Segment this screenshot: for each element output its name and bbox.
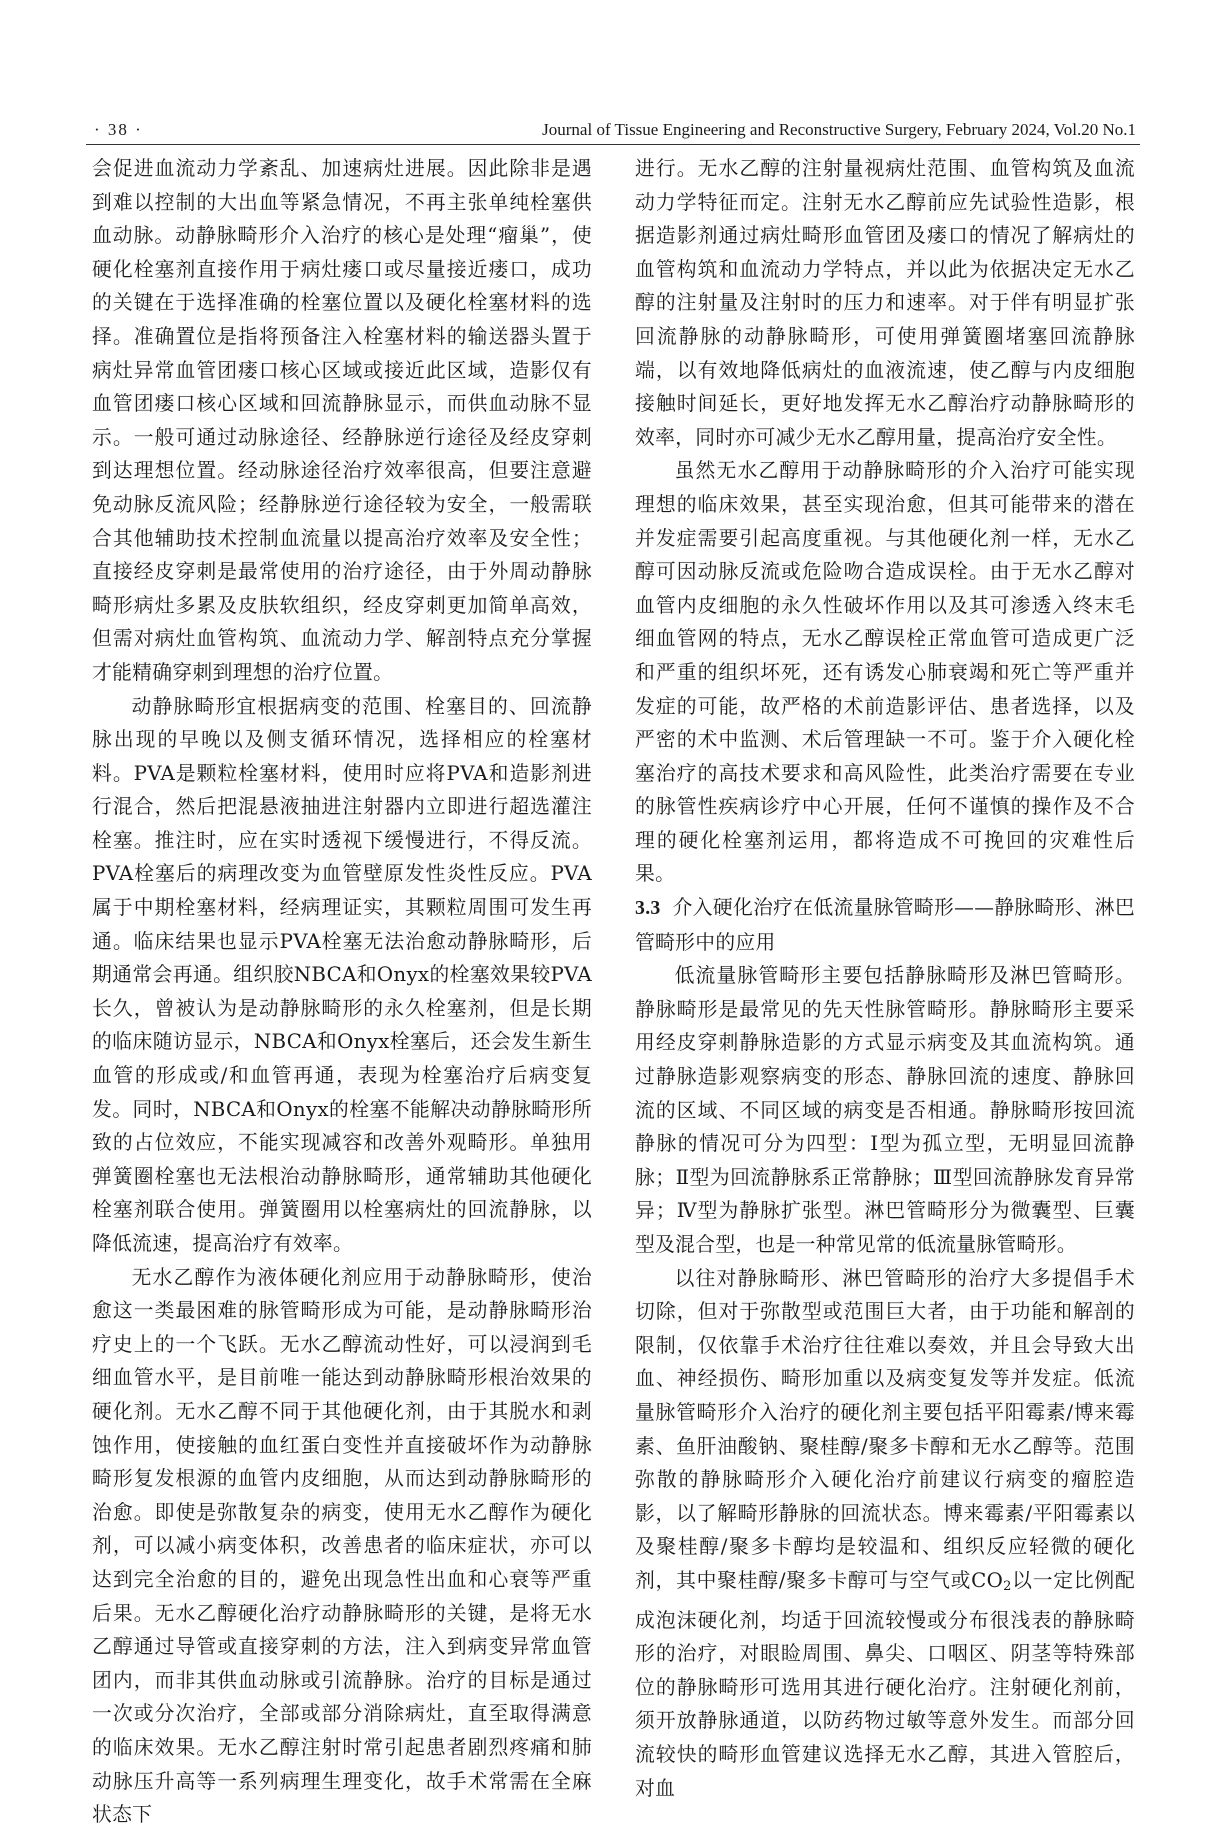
- paragraph: 虽然无水乙醇用于动静脉畸形的介入治疗可能实现理想的临床效果，甚至实现治愈，但其可能带来的潜在并发症需要引起高度重视。与其他硬化剂一样，无水乙醇可因动脉反流或危险吻合造成误栓。由于无水乙醇对血管内皮细胞的永久性破坏作用以及其可渗透入终末毛细血管网的特点，无水乙醇误栓正常血管可造成更广泛和严重的组织坏死，还有诱发心肺衰竭和死亡等严重并发症的可能，故严格的术前造影评估、患者选择，以及严密的术中监测、术后管理缺一不可。鉴于介入硬化栓塞治疗的高技术要求和高风险性，此类治疗需要在专业的脉管性疾病诊疗中心开展，任何不谨慎的操作及不合理的硬化栓塞剂运用，都将造成不可挽回的灾难性后果。: [635, 459, 1135, 886]
- paragraph: 低流量脉管畸形主要包括静脉畸形及淋巴管畸形。静脉畸形是最常见的先天性脉管畸形。静脉畸形主要采用经皮穿刺静脉造影的方式显示病变及其血流构筑。通过静脉造影观察病变的形态、静脉回流的速度、静脉回流的区域、不同区域的病变是否相通。静脉畸形按回流静脉的情况可分为四型：Ⅰ型为孤立型，无明显回流静脉；Ⅱ型为回流静脉系正常静脉；Ⅲ型回流静脉发育异常异；Ⅳ型为静脉扩张型。淋巴管畸形分为微囊型、巨囊型及混合型，也是一种常见常的低流量脉管畸形。: [635, 964, 1135, 1256]
- journal-citation: Journal of Tissue Engineering and Reconstructive Surgery, February 2024, Vol.20 No.1: [542, 120, 1136, 139]
- subscript: 2: [1003, 1578, 1012, 1594]
- section-heading: [635, 891, 1135, 959]
- running-header: [86, 112, 1136, 144]
- paragraph: 会促进血流动力学紊乱、加速病灶进展。因此除非是遇到难以控制的大出血等紧急情况，不再主张单纯栓塞供血动脉。动静脉畸形介入治疗的核心是处理“瘤巢”，使硬化栓塞剂直接作用于病灶瘘口或尽量接近瘘口，成功的关键在于选择准确的栓塞位置以及硬化栓塞材料的选择。准确置位是指将预备注入栓塞材料的输送器头置于病灶异常血管团瘘口核心区域或接近此区域，造影仅有血管团瘘口核心区域和回流静脉显示，而供血动脉不显示。一般可通过动脉途径、经静脉逆行途径及经皮穿刺到达理想位置。经动脉途径治疗效率很高，但要注意避免动脉反流风险；经静脉逆行途径较为安全，一般需联合其他辅助技术控制血流量以提高治疗效率及安全性；直接经皮穿刺是最常使用的治疗途径，由于外周动静脉畸形病灶多累及皮肤软组织，经皮穿刺更加简单高效，但需对病灶血管构筑、血流动力学、解剖特点充分掌握才能精确穿刺到理想的治疗位置。: [92, 157, 592, 684]
- paragraph: [635, 1262, 1135, 1806]
- left-column: [92, 152, 592, 1827]
- paragraph: 动静脉畸形宜根据病变的范围、栓塞目的、回流静脉出现的早晚以及侧支循环情况，选择相应的栓塞材料。PVA是颗粒栓塞材料，使用时应将PVA和造影剂进行混合，然后把混悬液抽进注射器内立即进行超选灌注栓塞。推注时，应在实时透视下缓慢进行，不得反流。PVA栓塞后的病理改变为血管壁原发性炎性反应。PVA属于中期栓塞材料，经病理证实，其颗粒周围可发生再通。临床结果也显示PVA栓塞无法治愈动静脉畸形，后期通常会再通。组织胶NBCA和Onyx的栓塞效果较PVA长久，曾被认为是动静脉畸形的永久栓塞剂，但是长期的临床随访显示，NBCA和Onyx栓塞后，还会发生新生血管的形成或/和血管再通，表现为栓塞治疗后病变复发。同时，NBCA和Onyx的栓塞不能解决动静脉畸形所致的占位效应，不能实现减容和改善外观畸形。单独用弹簧圈栓塞也无法根治动静脉畸形，通常辅助其他硬化栓塞剂联合使用。弹簧圈用以栓塞病灶的回流静脉，以降低流速，提高治疗有效率。: [92, 694, 592, 1255]
- section-title: 介入硬化治疗在低流量脉管畸形——静脉畸形、淋巴管畸形中的应用: [635, 896, 1135, 954]
- section-number: 3.3: [635, 897, 661, 920]
- paragraph-text: 以一定比例配成泡沫硬化剂，均适于回流较慢或分布很浅表的静脉畸形的治疗，对眼睑周围、鼻尖、口咽区、阴茎等特殊部位的静脉畸形可选用其进行硬化治疗。注射硬化剂前，须开放静脉通道，以防药物过敏等意外发生。而部分回流较快的畸形血管建议选择无水乙醇，其进入管腔后，对血: [635, 1568, 1135, 1800]
- paragraph: 无水乙醇作为液体硬化剂应用于动静脉畸形，使治愈这一类最困难的脉管畸形成为可能，是动静脉畸形治疗史上的一个飞跃。无水乙醇流动性好，可以浸润到毛细血管水平，是目前唯一能达到动静脉畸形根治效果的硬化剂。无水乙醇不同于其他硬化剂，由于其脱水和剥蚀作用，使接触的血红蛋白变性并直接破坏作为动静脉畸形复发根源的血管内皮细胞，从而达到动静脉畸形的治愈。即使是弥散复杂的病变，使用无水乙醇作为硬化剂，可以减小病变体积，改善患者的临床症状，亦可以达到完全治愈的目的，避免出现急性出血和心衰等严重后果。无水乙醇硬化治疗动静脉畸形的关键，是将无水乙醇通过导管或直接穿刺的方法，注入到病变异常血管团内，而非其供血动脉或引流静脉。治疗的目标是通过一次或分次治疗，全部或部分消除病灶，直至取得满意的临床效果。无水乙醇注射时常引起患者剧烈疼痛和肺动脉压升高等一系列病理生理变化，故手术常需在全麻状态下: [92, 1265, 592, 1827]
- page-number: · 38 ·: [94, 120, 143, 139]
- right-column: [635, 152, 1135, 1800]
- header-rule: [86, 144, 1140, 145]
- paragraph-text: 以往对静脉畸形、淋巴管畸形的治疗大多提倡手术切除，但对于弥散型或范围巨大者，由于功能和解剖的限制，仅依靠手术治疗往往难以奏效，并且会导致大出血、神经损伤、畸形加重以及病变复发等并发症。低流量脉管畸形介入治疗的硬化剂主要包括平阳霉素/博来霉素、鱼肝油酸钠、聚桂醇/聚多卡醇和无水乙醇等。范围弥散的静脉畸形介入硬化治疗前建议行病变的瘤腔造影，以了解畸形静脉的回流状态。博来霉素/平阳霉素以及聚桂醇/聚多卡醇均是较温和、组织反应轻微的硬化剂，其中聚桂醇/聚多卡醇可与空气或CO: [635, 1266, 1135, 1592]
- paragraph: 进行。无水乙醇的注射量视病灶范围、血管构筑及血流动力学特征而定。注射无水乙醇前应先试验性造影，根据造影剂通过病灶畸形血管团及瘘口的情况了解病灶的血管构筑和血流动力学特点，并以此为依据决定无水乙醇的注射量及注射时的压力和速率。对于伴有明显扩张回流静脉的动静脉畸形，可使用弹簧圈堵塞回流静脉端，以有效地降低病灶的血液流速，使乙醇与内皮细胞接触时间延长，更好地发挥无水乙醇治疗动静脉畸形的效率，同时亦可减少无水乙醇用量，提高治疗安全性。: [635, 157, 1135, 449]
